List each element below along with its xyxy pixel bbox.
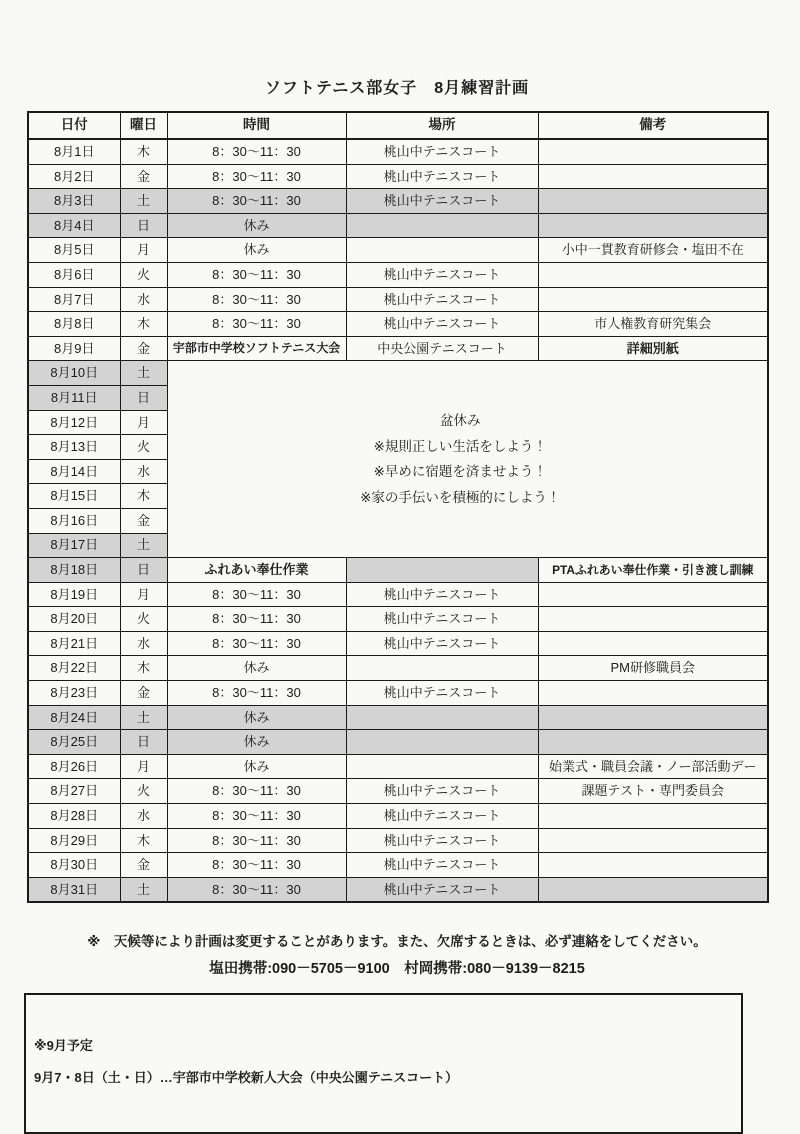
cell-day: 月 [120, 582, 167, 607]
cell-note [538, 607, 768, 632]
cell-time: 休み [167, 656, 346, 681]
cell-day: 金 [120, 336, 167, 361]
cell-day: 水 [120, 287, 167, 312]
cell-day: 月 [120, 238, 167, 263]
cell-day: 土 [120, 361, 167, 386]
cell-place: 桃山中テニスコート [346, 828, 538, 853]
cell-day: 金 [120, 853, 167, 878]
cell-day: 火 [120, 607, 167, 632]
cell-day: 土 [120, 533, 167, 558]
cell-date: 8月11日 [28, 385, 120, 410]
cell-note [538, 262, 768, 287]
cell-day: 木 [120, 828, 167, 853]
cell-time: 宇部市中学校ソフトテニス大会 [167, 336, 346, 361]
september-plan-detail: 9月7・8日（土・日）…宇部市中学校新人大会（中央公園テニスコート） [34, 1070, 459, 1086]
cell-note: 市人権教育研究集会 [538, 312, 768, 337]
cell-day: 土 [120, 877, 167, 902]
schedule-body [28, 139, 768, 902]
cell-date: 8月24日 [28, 705, 120, 730]
cell-date: 8月4日 [28, 213, 120, 238]
col-header-time: 時間 [167, 112, 346, 139]
cell-place: 桃山中テニスコート [346, 877, 538, 902]
cell-time: 8：30～11：30 [167, 164, 346, 189]
col-header-day: 曜日 [120, 112, 167, 139]
cell-date: 8月28日 [28, 804, 120, 829]
table-row [28, 213, 768, 238]
bon-holiday-line: ※規則正しい生活をしよう！ [373, 438, 547, 454]
cell-place: 桃山中テニスコート [346, 164, 538, 189]
cell-date: 8月22日 [28, 656, 120, 681]
cell-note: PM研修職員会 [538, 656, 768, 681]
cell-day: 月 [120, 410, 167, 435]
cell-date: 8月3日 [28, 189, 120, 214]
table-row [28, 607, 768, 632]
cell-date: 8月18日 [28, 558, 120, 583]
cell-place: 桃山中テニスコート [346, 262, 538, 287]
cell-date: 8月23日 [28, 681, 120, 706]
cell-day: 金 [120, 508, 167, 533]
cell-note [538, 828, 768, 853]
september-plan-heading: ※9月予定 [34, 1038, 93, 1054]
table-row [28, 779, 768, 804]
cell-note [538, 582, 768, 607]
cell-place: 桃山中テニスコート [346, 139, 538, 164]
cell-note: 詳細別紙 [538, 336, 768, 361]
cell-time: 休み [167, 238, 346, 263]
cell-day: 金 [120, 164, 167, 189]
col-header-note: 備考 [538, 112, 768, 139]
cell-date: 8月30日 [28, 853, 120, 878]
cell-note [538, 287, 768, 312]
cell-time: 8：30～11：30 [167, 287, 346, 312]
table-row [28, 705, 768, 730]
cell-time: 8：30～11：30 [167, 607, 346, 632]
table-row [28, 582, 768, 607]
cell-day: 土 [120, 189, 167, 214]
cell-day: 日 [120, 213, 167, 238]
cell-day: 木 [120, 656, 167, 681]
cell-place [346, 754, 538, 779]
cell-note [538, 853, 768, 878]
cell-date: 8月25日 [28, 730, 120, 755]
col-header-place: 場所 [346, 112, 538, 139]
cell-note [538, 139, 768, 164]
bon-holiday-line: 盆休み [440, 413, 481, 429]
cell-place: 桃山中テニスコート [346, 853, 538, 878]
cell-day: 日 [120, 730, 167, 755]
cell-date: 8月20日 [28, 607, 120, 632]
table-row [28, 312, 768, 337]
page-title: ソフトテニス部女子 8月練習計画 [264, 80, 530, 97]
cell-note: 課題テスト・専門委員会 [538, 779, 768, 804]
cell-note [538, 164, 768, 189]
table-row [28, 681, 768, 706]
cell-day: 木 [120, 312, 167, 337]
cell-place [346, 238, 538, 263]
bon-holiday-block [167, 361, 768, 558]
cell-note [538, 804, 768, 829]
cell-day: 水 [120, 631, 167, 656]
cell-note [538, 705, 768, 730]
table-row [28, 262, 768, 287]
cell-place: 桃山中テニスコート [346, 189, 538, 214]
cell-note: 始業式・職員会議・ノー部活動デー [538, 754, 768, 779]
contact-phone-numbers: 塩田携帯:090－5705－9100 村岡携帯:080－9139－8215 [209, 961, 585, 978]
table-row [28, 189, 768, 214]
cell-place: 桃山中テニスコート [346, 631, 538, 656]
table-row [28, 361, 768, 386]
weather-change-note: ※ 天候等により計画は変更することがあります。また、欠席するときは、必ず連絡をしてください。 [87, 934, 707, 950]
cell-note [538, 631, 768, 656]
cell-place [346, 656, 538, 681]
cell-date: 8月10日 [28, 361, 120, 386]
cell-day: 月 [120, 754, 167, 779]
table-row [28, 804, 768, 829]
cell-date: 8月12日 [28, 410, 120, 435]
cell-place [346, 705, 538, 730]
cell-date: 8月31日 [28, 877, 120, 902]
cell-day: 水 [120, 459, 167, 484]
cell-date: 8月16日 [28, 508, 120, 533]
cell-day: 水 [120, 804, 167, 829]
cell-place: 中央公園テニスコート [346, 336, 538, 361]
cell-day: 金 [120, 681, 167, 706]
cell-date: 8月21日 [28, 631, 120, 656]
cell-note [538, 730, 768, 755]
cell-place: 桃山中テニスコート [346, 804, 538, 829]
bon-holiday-line: ※家の手伝いを積極的にしよう！ [360, 489, 561, 505]
table-row [28, 754, 768, 779]
cell-time: ふれあい奉仕作業 [167, 558, 346, 583]
cell-day: 日 [120, 385, 167, 410]
cell-time: 8：30～11：30 [167, 877, 346, 902]
cell-place [346, 213, 538, 238]
cell-note [538, 681, 768, 706]
cell-date: 8月5日 [28, 238, 120, 263]
table-row [28, 828, 768, 853]
cell-time: 8：30～11：30 [167, 189, 346, 214]
cell-place [346, 730, 538, 755]
cell-date: 8月9日 [28, 336, 120, 361]
cell-day: 日 [120, 558, 167, 583]
cell-time: 休み [167, 213, 346, 238]
table-row [28, 631, 768, 656]
cell-place: 桃山中テニスコート [346, 312, 538, 337]
cell-time: 8：30～11：30 [167, 631, 346, 656]
cell-day: 火 [120, 435, 167, 460]
cell-date: 8月2日 [28, 164, 120, 189]
cell-place: 桃山中テニスコート [346, 607, 538, 632]
cell-day: 木 [120, 484, 167, 509]
cell-note: 小中一貫教育研修会・塩田不在 [538, 238, 768, 263]
september-plan-box [24, 993, 743, 1134]
cell-date: 8月19日 [28, 582, 120, 607]
table-row [28, 336, 768, 361]
table-header-row [28, 112, 768, 139]
cell-date: 8月14日 [28, 459, 120, 484]
cell-time: 休み [167, 754, 346, 779]
cell-time: 8：30～11：30 [167, 262, 346, 287]
cell-day: 木 [120, 139, 167, 164]
cell-date: 8月13日 [28, 435, 120, 460]
cell-time: 8：30～11：30 [167, 779, 346, 804]
cell-day: 土 [120, 705, 167, 730]
cell-date: 8月6日 [28, 262, 120, 287]
cell-place [346, 558, 538, 583]
cell-note: PTAふれあい奉仕作業・引き渡し訓練 [538, 558, 768, 583]
cell-time: 8：30～11：30 [167, 582, 346, 607]
cell-time: 8：30～11：30 [167, 804, 346, 829]
cell-time: 8：30～11：30 [167, 828, 346, 853]
cell-date: 8月7日 [28, 287, 120, 312]
cell-note [538, 213, 768, 238]
cell-date: 8月27日 [28, 779, 120, 804]
table-row [28, 877, 768, 902]
cell-time: 8：30～11：30 [167, 312, 346, 337]
cell-time: 8：30～11：30 [167, 853, 346, 878]
cell-time: 休み [167, 730, 346, 755]
table-row [28, 164, 768, 189]
cell-time: 8：30～11：30 [167, 681, 346, 706]
table-row [28, 287, 768, 312]
cell-date: 8月26日 [28, 754, 120, 779]
cell-date: 8月15日 [28, 484, 120, 509]
practice-schedule-table [27, 111, 769, 903]
cell-date: 8月1日 [28, 139, 120, 164]
table-row [28, 730, 768, 755]
cell-place: 桃山中テニスコート [346, 779, 538, 804]
table-row [28, 656, 768, 681]
cell-day: 火 [120, 262, 167, 287]
cell-date: 8月29日 [28, 828, 120, 853]
cell-place: 桃山中テニスコート [346, 287, 538, 312]
table-row [28, 139, 768, 164]
cell-date: 8月17日 [28, 533, 120, 558]
cell-date: 8月8日 [28, 312, 120, 337]
cell-note [538, 877, 768, 902]
table-row [28, 238, 768, 263]
cell-day: 火 [120, 779, 167, 804]
table-row [28, 558, 768, 583]
col-header-date: 日付 [28, 112, 120, 139]
cell-time: 8：30～11：30 [167, 139, 346, 164]
bon-holiday-line: ※早めに宿題を済ませよう！ [373, 464, 547, 480]
cell-time: 休み [167, 705, 346, 730]
cell-note [538, 189, 768, 214]
cell-place: 桃山中テニスコート [346, 582, 538, 607]
cell-place: 桃山中テニスコート [346, 681, 538, 706]
table-row [28, 853, 768, 878]
